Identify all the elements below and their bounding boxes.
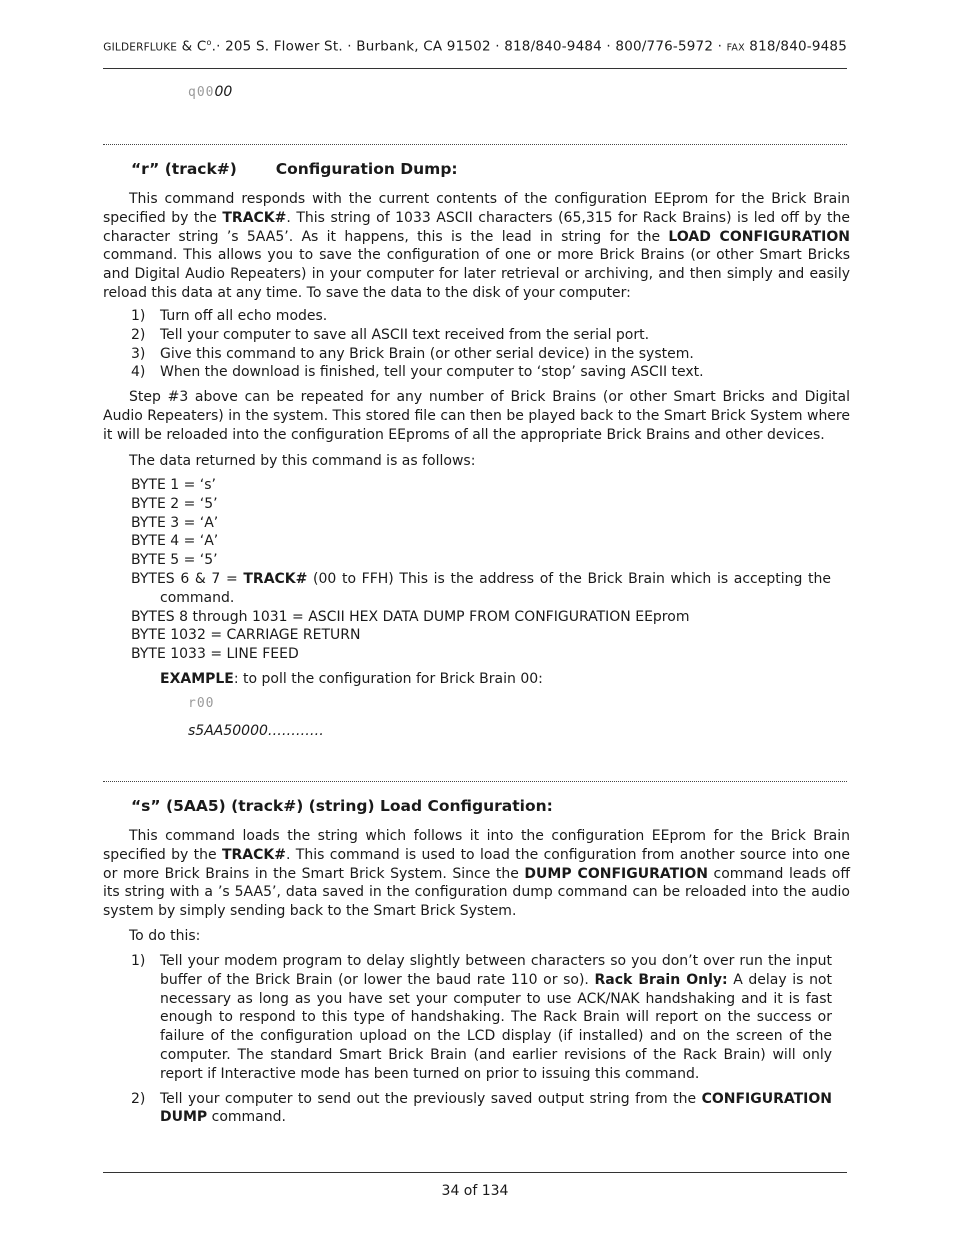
data-intro: The data returned by this command is as follows:	[129, 453, 476, 469]
byte-line: BYTE 4 = ‘A’	[131, 533, 219, 550]
company-co: & C	[181, 38, 207, 55]
text-run: Tell your computer to send out the previously saved output string from the	[160, 1090, 702, 1107]
top-example-cmd: q00	[188, 85, 215, 100]
byte-line: BYTE 1 = ‘s’	[131, 477, 216, 493]
text-run: This command loads the string which follows it into the configuration EEprom for the Brick Brain specified by the	[103, 828, 850, 863]
byte-line: BYTE 3 = ‘A’	[131, 514, 219, 531]
text-run: A delay is not necessary as long as you have set your computer to use ACK/NAK handshaking and it is fast enough to respond to this type of handshaking. The Rack Brain will report on the success or failure of the configuration upload on the LCD display (if installed) and on the screen of the computer. The standard Smart Brick Brain (and earlier revisions of the Rack Brain) will only report if Interactive mode has been turned on prior to issuing this command.	[160, 971, 832, 1082]
list-text	[160, 952, 832, 1084]
list-item	[131, 307, 851, 326]
list-item	[131, 1090, 832, 1128]
text-run: Tell your modem program to delay slightly between characters so you don’t over run the input buffer of the Brick Brain (or lower the baud rate 110 or so).	[160, 953, 832, 988]
section-s-intro	[103, 827, 850, 921]
section-divider	[103, 136, 847, 145]
save-steps-list	[131, 307, 851, 382]
example-text: : to poll the configuration for Brick Brain 00:	[233, 671, 543, 687]
byte-line: BYTES 8 through 1031 = ASCII HEX DATA DUMP FROM CONFIGURATION EEprom	[131, 608, 690, 625]
bold-term: LOAD CONFIGURATION	[668, 228, 850, 245]
bold-term: TRACK#	[221, 846, 286, 863]
section-r-cmd: “r” (track#)	[131, 160, 237, 178]
text-run: BYTES 6 & 7 =	[131, 570, 244, 587]
list-item	[131, 326, 851, 345]
list-item	[131, 345, 851, 364]
company-address: .· 205 S. Flower St. · Burbank, CA 91502 · 818/840-9484 · 800/776-5972 ·	[211, 38, 727, 55]
list-number: 3)	[131, 345, 146, 362]
section-r-intro	[103, 190, 850, 303]
list-number: 1)	[131, 953, 146, 969]
list-text: Give this command to any Brick Brain (or other serial device) in the system.	[160, 345, 694, 362]
todo-label: To do this:	[129, 928, 201, 944]
list-number: 1)	[131, 308, 146, 324]
section-r-title	[131, 160, 458, 178]
example-cmd: r00	[188, 696, 215, 711]
top-example-suffix: 00	[214, 84, 233, 100]
list-item	[131, 952, 832, 1084]
text-run: (00 to FFH) This is the address of the Brick Brain which is accepting the command.	[160, 570, 832, 606]
bold-term: TRACK#	[243, 570, 308, 587]
bold-term: Rack Brain Only:	[594, 971, 728, 988]
byte-line	[131, 570, 831, 608]
company-name: GILDERFLUKE	[103, 41, 178, 54]
byte-line: BYTE 1033 = LINE FEED	[131, 646, 299, 663]
byte-line: BYTE 1032 = CARRIAGE RETURN	[131, 627, 361, 644]
section-r-name: Configuration Dump:	[275, 160, 458, 178]
text-run: This command responds with the current contents of the configuration EEprom for the Brick Brain specified by the	[103, 191, 850, 226]
text-run: . This string of 1033 ASCII characters (65,315 for Rack Brains) is led off by the character string ’s 5AA5’. As it happens, this is the lead in string for the	[103, 209, 850, 245]
text-run: command leads off its string with a ’s 5AA5’, data saved in the configuration dump command can be reloaded into the audio system by simply sending back to the Smart Brick System.	[103, 865, 850, 920]
byte-line: BYTE 5 = ‘5’	[131, 552, 218, 569]
text-run: command.	[207, 1109, 286, 1126]
page-number: 34 of 134	[441, 1183, 509, 1199]
list-item	[131, 363, 851, 382]
text-run: . This command is used to load the configuration from another source into one or more Brick Brains in the Smart Brick System. Since the	[103, 846, 850, 882]
list-text: Turn off all echo modes.	[160, 308, 328, 324]
byte-line: BYTE 2 = ‘5’	[131, 495, 218, 512]
list-number: 2)	[131, 326, 146, 343]
top-example	[188, 84, 232, 100]
list-text	[160, 1090, 832, 1128]
footer-rule	[103, 1172, 847, 1173]
fax-number: 818/840-9485	[744, 38, 847, 55]
example-label: EXAMPLE	[160, 671, 234, 687]
company-co-sup: o	[206, 38, 212, 47]
byte-list	[131, 476, 831, 664]
section-divider	[103, 773, 847, 782]
list-text: When the download is finished, tell your computer to ‘stop’ saving ASCII text.	[160, 364, 704, 381]
list-number: 2)	[131, 1090, 146, 1107]
list-number: 4)	[131, 364, 146, 381]
section-s-title: “s” (5AA5) (track#) (string) Load Configuration:	[131, 797, 553, 815]
bold-term: CONFIGURATION DUMP	[160, 1090, 832, 1126]
text-run: command. This allows you to save the configuration of one or more Brick Brains (or other Smart Bricks and Digital Audio Repeaters) in your computer for later retrieval or archiving, and then simply and easily reload this data at any time. To save the data to the disk of your computer:	[103, 247, 850, 301]
bold-term: DUMP CONFIGURATION	[524, 865, 708, 882]
bold-term: TRACK#	[222, 209, 287, 226]
example-line	[160, 670, 543, 689]
fax-label: FAX	[726, 42, 745, 54]
load-steps-list	[131, 952, 832, 1127]
list-text: Tell your computer to save all ASCII text received from the serial port.	[160, 326, 650, 343]
header-rule	[103, 68, 847, 69]
example-reply: s5AA50000…………	[188, 723, 324, 739]
step3-paragraph: Step #3 above can be repeated for any number of Brick Brains (or other Smart Bricks and Digital Audio Repeaters) in the system. This stored file can then be played back to the Smart Brick System where it will be reloaded into the configuration EEproms of all the appropriate Brick Brains and other devices.	[103, 389, 850, 443]
page-header	[103, 38, 847, 55]
